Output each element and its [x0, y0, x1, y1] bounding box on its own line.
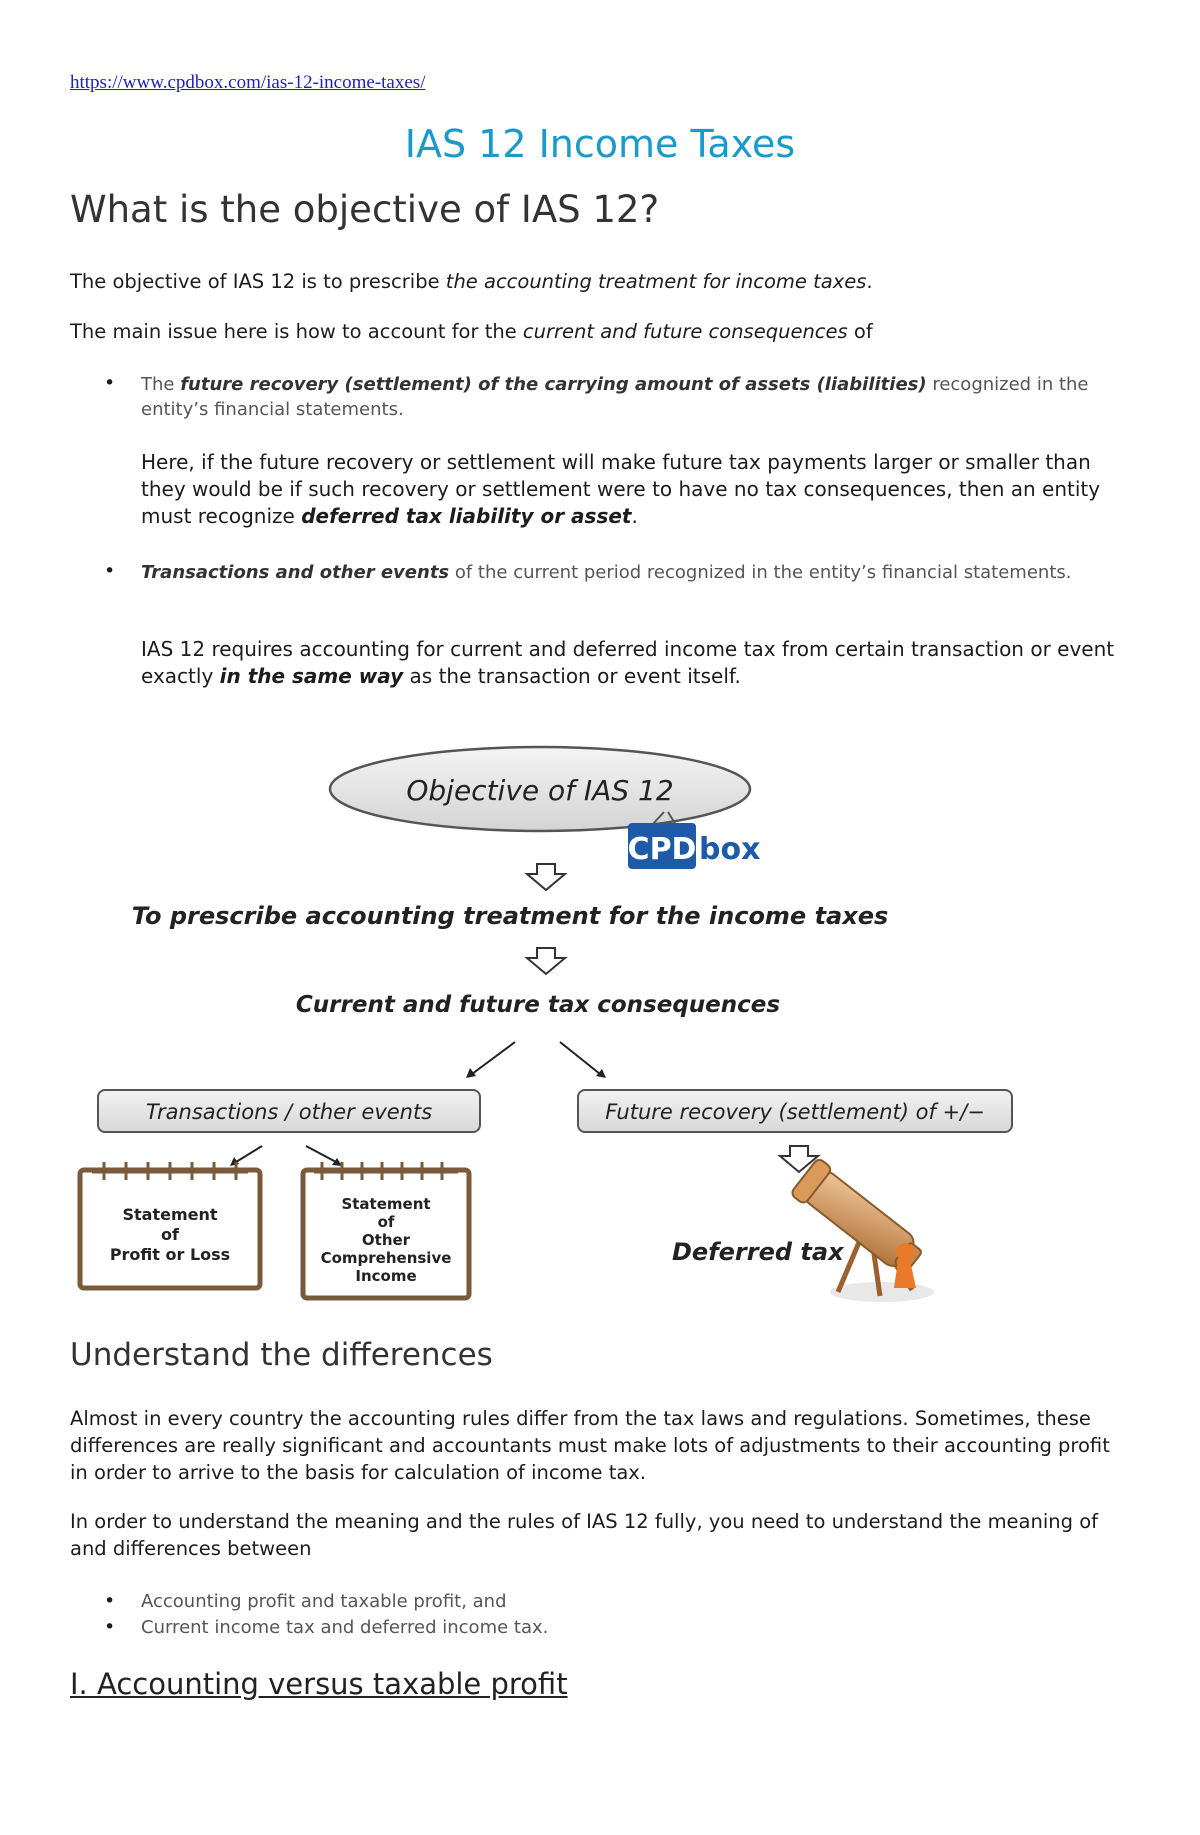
differences-heading: Understand the differences: [70, 1337, 493, 1373]
transactions-box: [98, 1090, 480, 1132]
pad2-line3: Other: [361, 1231, 411, 1249]
future-recovery-note: Here, if the future recovery or settlement will make future tax payments larger or smaller than they would be if such recovery or settlement were to have no tax consequences, then an entity must recognize deferred tax liability or asset.: [141, 450, 1101, 528]
objective-paragraph: The objective of IAS 12 is to prescribe the accounting treatment for income taxes.: [70, 270, 873, 293]
bullet-marker: •: [104, 560, 116, 582]
future-recovery-box-label: Future recovery (settlement) of +/−: [605, 1100, 985, 1124]
pad2-line1: Statement: [341, 1195, 431, 1213]
notepad-profit-loss-icon: [80, 1162, 260, 1288]
list-item: Accounting profit and taxable profit, and: [141, 1591, 507, 1612]
pad-arrows-icon: [230, 1146, 342, 1166]
objective-heading: What is the objective of IAS 12?: [70, 188, 660, 231]
bullet-marker: •: [104, 1616, 116, 1638]
objective-diagram: [0, 740, 1200, 1320]
pad2-line4: Comprehensive: [320, 1249, 452, 1267]
bullet-transactions: Transactions and other events of the current period recognized in the entity’s financial statements.: [141, 562, 1072, 583]
down-arrow-icon: [527, 864, 565, 890]
transactions-note: IAS 12 requires accounting for current and deferred income tax from certain transaction or event exactly in the same way as the transaction or event itself.: [141, 637, 1115, 688]
objective-oval: [330, 747, 750, 831]
pad1-line3: Profit or Loss: [109, 1245, 231, 1264]
split-arrows-icon: [466, 1042, 606, 1078]
transactions-box-label: Transactions / other events: [145, 1100, 433, 1124]
logo-box-text: box: [699, 832, 761, 867]
deferred-tax-label: Deferred tax: [672, 1238, 844, 1266]
logo-cpd-text: CPD: [627, 832, 697, 867]
list-item: Current income tax and deferred income tax.: [141, 1617, 549, 1638]
oval-label: Objective of IAS 12: [406, 774, 674, 807]
pad2-line5: Income: [355, 1267, 417, 1285]
pad1-line1: Statement: [122, 1205, 218, 1224]
future-recovery-box: [578, 1090, 1012, 1132]
notepad-oci-icon: [303, 1162, 469, 1298]
pad2-line2: of: [377, 1213, 395, 1231]
differences-paragraph-2: In order to understand the meaning and the rules of IAS 12 fully, you need to understand the meaning of and differences between: [70, 1510, 1099, 1560]
main-issue-paragraph: The main issue here is how to account for the current and future consequences of: [70, 320, 873, 343]
pad1-line2: of: [161, 1225, 179, 1244]
bullet-marker: •: [104, 372, 116, 394]
telescope-icon: [790, 1158, 934, 1302]
step-consequences: Current and future tax consequences: [295, 992, 781, 1018]
differences-paragraph-1: Almost in every country the accounting rules differ from the tax laws and regulations. Sometimes, these differences are really significant and accountants must make lots of adjustments to their accounting profit in order to arrive to the basis for calculation of income tax.: [70, 1407, 1110, 1484]
source-url-link[interactable]: https://www.cpdbox.com/ias-12-income-taxes/: [70, 72, 426, 93]
bullet-future-recovery: The future recovery (settlement) of the carrying amount of assets (liabilities) recognized in the entity’s financial statements.: [141, 374, 1089, 420]
accounting-vs-taxable-heading: I. Accounting versus taxable profit: [70, 1667, 568, 1701]
bullet-marker: •: [104, 1590, 116, 1612]
page-title: IAS 12 Income Taxes: [404, 122, 796, 166]
step-prescribe: To prescribe accounting treatment for the income taxes: [131, 902, 889, 930]
down-arrow-icon: [527, 948, 565, 974]
